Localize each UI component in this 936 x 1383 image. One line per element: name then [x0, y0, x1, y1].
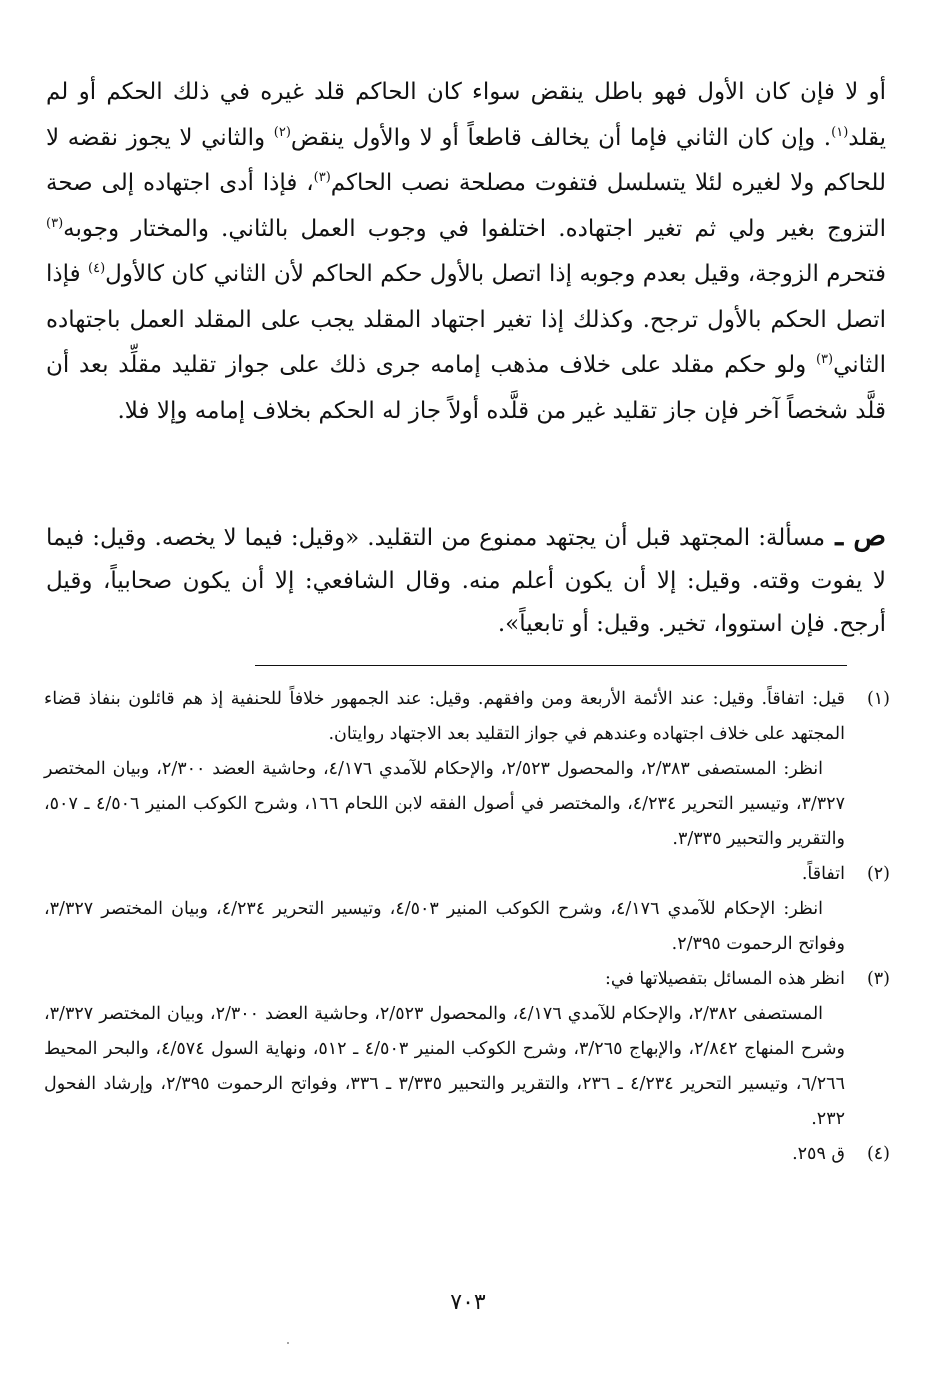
issue-paragraph [46, 515, 886, 646]
footnote-ref-3[interactable]: (٣) [815, 352, 834, 367]
main-paragraph [46, 70, 886, 434]
footnote-2 [44, 857, 890, 962]
main-text-segment: أو لا فإن كان الأول فهو باطل ينقض سواء كان الحاكم قلد غيره في ذلك الحكم أو لم يقلد [46, 79, 886, 151]
main-text-segment: والثاني لا يجوز نقضه لا للحاكم ولا لغيره لئلا يتسلسل فتفوت مصلحة نصب الحاكم [46, 124, 886, 196]
footnote-ref-1[interactable]: (١) [831, 124, 849, 140]
footnote-ref-2[interactable]: (٢) [273, 124, 291, 140]
footnote-separator [255, 665, 847, 666]
footnote-1 [44, 682, 890, 857]
main-text-segment: فإذا اتصل الحكم بالأول ترجح. وكذلك إذا تغير اجتهاد المقلد يجب على المقلد العمل باجتهاده الثاني [46, 261, 886, 378]
footnote-ref-3[interactable]: (٣) [46, 215, 64, 231]
footnote-references: انظر: الإحكام للآمدي ٤/١٧٦، وشرح الكوكب المنير ٤/٥٠٣، وتيسير التحرير ٤/٢٣٤، وبيان المختصر ٣/٣٢٧، وفواتح الرحموت ٢/٣٩٥. [44, 899, 845, 954]
footnote-references: انظر: المستصفى ٢/٣٨٣، والمحصول ٢/٥٢٣، والإحكام للآمدي ٤/١٧٦، وحاشية العضد ٢/٣٠٠، وبيان المختصر ٣/٣٢٧، وتيسير التحرير ٤/٢٣٤، والمختصر في أصول الفقه لابن اللحام ١٦٦، وشرح الكوكب المنير ٤/٥٠٦ ـ ٥٠٧، والتقرير والتحبير ٣/٣٣٥. [44, 759, 845, 849]
footnote-number: (٤) [866, 1144, 890, 1164]
scan-speck [287, 1342, 289, 1344]
footnote-references: المستصفى ٢/٣٨٢، والإحكام للآمدي ٤/١٧٦، والمحصول ٢/٥٢٣، وحاشية العضد ٢/٣٠٠، وبيان المختصر ٣/٣٢٧، وشرح المنهاج ٢/٨٤٢، والإبهاج ٣/٢٦٥، وشرح الكوكب المنير ٤/٥٠٣ ـ ٥١٢، ونهاية السول ٤/٥٧٤، والبحر المحيط ٦/٢٦٦، وتيسير التحرير ٤/٢٣٤ ـ ٢٣٦، والتقرير والتحبير ٣/٣٣٥ ـ ٣٣٦، وفواتح الرحموت ٢/٣٩٥، وإرشاد الفحول ٢٣٢. [44, 1004, 845, 1129]
main-text-segment: ولو حكم مقلد على خلاف مذهب إمامه جرى ذلك على جواز تقليد مقلِّد بعد أن قلَّد شخصاً آخر فإن جاز تقليد غير من قلَّده أولاً جاز له الحكم بخلاف إمامه وإلا فلا. [46, 352, 886, 424]
footnote-number: (٢) [866, 864, 890, 884]
footnotes [44, 682, 890, 1172]
sad-dash: ـ [825, 521, 854, 552]
footnote-text: قيل: اتفاقاً. وقيل: عند الأئمة الأربعة ومن وافقهم. وقيل: عند الجمهور خلافاً للحنفية إذ هم قائلون بنفاذ قضاء المجتهد على خلاف اجتهاده وعندهم في جواز التقليد بعد الاجتهاد روايتان. [44, 689, 845, 744]
issue-text: مسألة: المجتهد قبل أن يجتهد ممنوع من التقليد. «وقيل: فيما لا يخصه. وقيل: فيما لا يفوت وقته. وقيل: إلا أن يكون أعلم منه. وقال الشافعي: إلا أن يكون صحابياً، وقيل أرجح. فإن استووا، تخير. وقيل: أو تابعياً». [46, 525, 886, 637]
footnote-ref-3[interactable]: (٣) [313, 170, 331, 185]
sad-marker: ص [853, 521, 886, 552]
main-text [46, 70, 886, 434]
footnote-text: اتفاقاً. [801, 864, 845, 884]
main-text-segment: فتحرم الزوجة، وقيل بعدم وجوبه إذا اتصل بالأول حكم الحاكم لأن الثاني كان كالأول [105, 261, 886, 287]
footnote-ref-4[interactable]: (٤) [88, 261, 106, 276]
footnote-text: انظر هذه المسائل بتفصيلاتها في: [605, 969, 845, 989]
main-text-segment: ، فإذا أدى اجتهاده إلى صحة التزوج بغير ولي ثم تغير اجتهاده. اختلفوا في وجوب العمل بالثاني. والمختار وجوبه [46, 170, 886, 242]
footnote-text: ق ٢٥٩. [792, 1144, 845, 1164]
footnote-number: (٣) [866, 969, 890, 989]
main-text-segment: . وإن كان الثاني فإما أن يخالف قاطعاً أو لا والأول ينقض [290, 124, 832, 151]
footnote-3 [44, 962, 890, 1137]
footnote-4 [44, 1137, 890, 1172]
footnote-number: (١) [866, 689, 890, 709]
page-number: ٧٠٣ [450, 1290, 486, 1315]
